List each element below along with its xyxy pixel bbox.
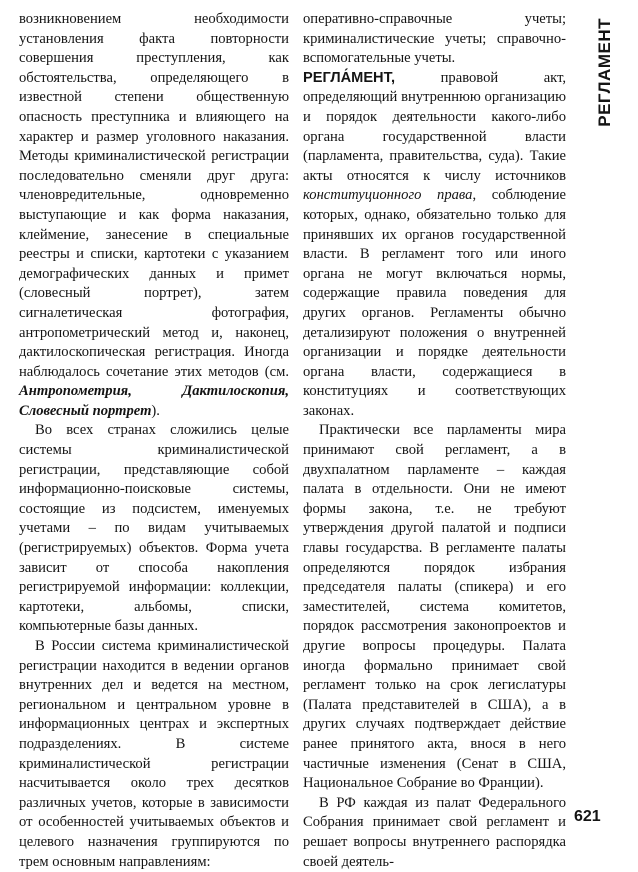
paragraph: В России система криминалистической регистрации находится в ведении органов внутренних дел и ведется на местном, региональном и центральном уровне в информационных центрах и экспертных подразделениях. В системе криминалистической регистрации насчитывается около трех десятков различных учетов, которые в зависимости от особенностей учитываемых объектов и целевого назначения группируются по трем основным направлениям: <box>19 638 289 870</box>
left-column <box>19 10 289 872</box>
paragraph: Практически все парламенты мира принимают свой регламент, а в двухпалатном парламенте – каждая палата в отдельности. Они не имеют формы закона, т.е. не требуют утверждения другой палатой и подписи главы государства. В регламенте палаты определяются порядок избрания председателя палаты (спикера) и его заместителей, система комитетов, порядок рассмотрения законопроектов и другие вопросы процедуры. Палата иногда формально принимает свой регламент только на срок легислатуры (Палата представителей в США), а в других случаях подтверждает действие ранее принятого акта, внося в него частичные изменения (Сенат в США, Национальное Собрание во Франции). <box>303 422 566 792</box>
paragraph-text: возникновением необходимости установления факта повторности совершения преступления, как обстоятельства, определяющего в известной степени общественную опасность преступника и влияющего на характер и размер уголовного наказания. Методы криминалистической регистрации последовательно сменяли друг друга: членовредительные, одновременно выступающие и как форма наказания, клеймение, занесение в специальные реестры и списки, картотеки с указанием демографических данных и примет (словесный портрет), затем сигналетическая фотография, антропометрический метод и, наконец, дактилоскопическая регистрация. Иногда наблюдалось сочетание этих методов (см. <box>19 11 289 380</box>
paragraph-text: ). <box>151 402 160 419</box>
paragraph: Во всех странах сложились целые системы криминалистической регистрации, представляющие собой информационно-поисковые системы, состоящие из подсистем, именуемых учетами – по видам учитываемых (регистрируемых) объектов. Форма учета зависит от способа накопления регистрируемой информации: коллекции, картотеки, альбомы, списки, компьютерные базы данных. <box>19 422 289 635</box>
page-number: 621 <box>574 808 601 825</box>
cross-reference: конституционного права <box>303 187 473 204</box>
paragraph: оперативно-справочные учеты; криминалистические учеты; справочно-вспомогательные учеты. <box>303 11 566 67</box>
entry-headword: РЕГЛА́МЕНТ, <box>303 69 396 86</box>
paragraph <box>19 10 289 421</box>
cross-reference: Антропометрия, Дактилоскопия, Словесный портрет <box>19 383 289 419</box>
dictionary-entry <box>303 69 566 422</box>
running-head: РЕГЛАМЕНТ <box>595 18 614 127</box>
paragraph-text: , соблюдение которых, однако, обязательно только для принявших их органов государственной власти. В регламент того или иного органа не могут включаться нормы, содержащие правила поведения для других органов. Регламенты обычно детализируют положения о внутренней организации и порядке деятельности органа власти, содержащиеся в конституциях и соответствующих законах. <box>303 187 566 419</box>
paragraph-text: правовой акт, определяющий внутреннюю организацию и порядок деятельности какого-либо органа государственной власти (парламента, правительства, суда). Такие акты относятся к числу источников <box>303 69 566 184</box>
right-column <box>303 10 566 872</box>
paragraph: В РФ каждая из палат Федерального Собрания принимает свой регламент и решает вопросы внутреннего распорядка своей деятель- <box>303 794 566 870</box>
